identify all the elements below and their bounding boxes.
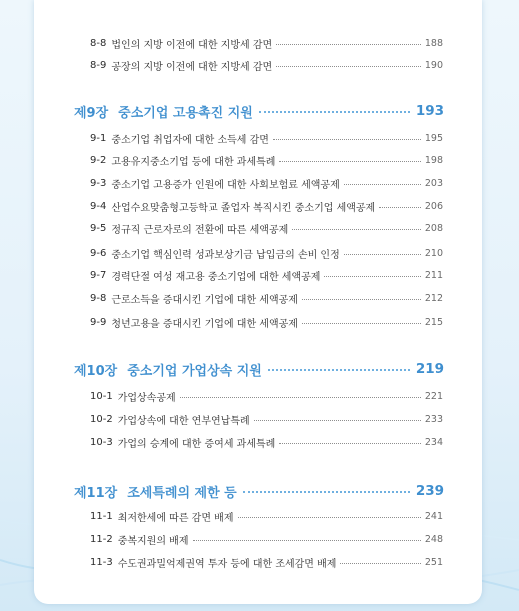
entry-page: 221 [424,390,443,402]
toc-entry[interactable] [90,131,443,145]
chapter-heading[interactable] [74,101,444,121]
entry-page: 248 [424,533,443,545]
dot-leader [243,491,410,493]
entry-number: 9-9 [90,316,107,328]
entry-number: 8-8 [90,37,107,49]
chapter-heading[interactable] [74,481,444,501]
dot-leader [344,184,421,185]
entry-number: 9-2 [90,154,107,166]
entry-number: 9-4 [90,200,107,212]
entry-title: 고용유지중소기업 등에 대한 과세특례 [111,156,276,168]
entry-title: 법인의 지방 이전에 대한 지방세 감면 [111,39,273,51]
entry-title: 중소기업 핵심인력 성과보상기금 납입금의 손비 인정 [111,249,340,261]
toc-entry[interactable] [90,532,443,546]
dot-leader [268,369,410,371]
entry-number: 10-1 [90,390,113,402]
entry-number: 11-3 [90,556,113,568]
entry-page: 233 [424,413,443,425]
toc-entry[interactable] [90,58,443,72]
entry-page: 195 [424,132,443,144]
entry-number: 9-5 [90,222,107,234]
toc-entry[interactable] [90,555,443,569]
toc-entry[interactable] [90,246,443,260]
entry-title: 근로소득을 증대시킨 기업에 대한 세액공제 [111,294,298,306]
toc-entry[interactable] [90,36,443,50]
dot-leader [302,323,421,324]
entry-page: 241 [424,510,443,522]
dot-leader [180,397,421,398]
entry-page: 215 [424,316,443,328]
entry-page: 208 [424,222,443,234]
toc-entry[interactable] [90,509,443,523]
entry-number: 8-9 [90,59,107,71]
chapter-title: 중소기업 가업상속 지원 [127,363,262,379]
chapter-number: 제9장 [74,105,109,121]
entry-number: 9-7 [90,269,107,281]
chapter-number: 제10장 [74,363,118,379]
dot-leader [292,229,421,230]
toc-entry[interactable] [90,315,443,329]
toc-entry[interactable] [90,176,443,190]
entry-page: 211 [424,269,443,281]
entry-title: 가업상속공제 [117,392,176,404]
dot-leader [279,161,420,162]
entry-page: 206 [424,200,443,212]
dot-leader [259,111,410,113]
entry-number: 9-6 [90,247,107,259]
dot-leader [279,443,421,444]
entry-title: 경력단절 여성 재고용 중소기업에 대한 세액공제 [111,271,321,283]
chapter-page: 193 [415,103,444,119]
dot-leader [238,517,421,518]
entry-title: 수도권과밀억제권역 투자 등에 대한 조세감면 배제 [117,558,337,570]
entry-page: 188 [424,37,443,49]
dot-leader [379,207,421,208]
entry-title: 중소기업 고용증가 인원에 대한 사회보험료 세액공제 [111,179,340,191]
dot-leader [273,139,421,140]
toc-entry[interactable] [90,435,443,449]
entry-title: 가업의 승계에 대한 증여세 과세특례 [117,438,276,450]
entry-number: 9-1 [90,132,107,144]
entry-number: 11-1 [90,510,113,522]
entry-page: 203 [424,177,443,189]
toc-entry[interactable] [90,221,443,235]
entry-number: 10-3 [90,436,113,448]
chapter-page: 219 [415,361,444,377]
chapter-title: 중소기업 고용촉진 지원 [118,105,253,121]
entry-title: 청년고용을 증대시킨 기업에 대한 세액공제 [111,318,298,330]
entry-page: 190 [424,59,443,71]
toc-entry[interactable] [90,199,443,213]
entry-title: 최저한세에 따른 감면 배제 [117,512,234,524]
dot-leader [276,66,421,67]
entry-title: 산업수요맞춤형고등학교 졸업자 복직시킨 중소기업 세액공제 [111,202,376,214]
toc-entry[interactable] [90,389,443,403]
chapter-title: 조세특례의 제한 등 [127,485,237,501]
dot-leader [340,563,420,564]
entry-page: 212 [424,292,443,304]
entry-page: 251 [424,556,443,568]
entry-number: 10-2 [90,413,113,425]
toc-entry[interactable] [90,412,443,426]
entry-page: 234 [424,436,443,448]
dot-leader [193,540,421,541]
entry-title: 공장의 지방 이전에 대한 지방세 감면 [111,61,273,73]
dot-leader [254,420,421,421]
chapter-heading[interactable] [74,359,444,379]
dot-leader [302,299,421,300]
toc-entry[interactable] [90,268,443,282]
toc-entry[interactable] [90,153,443,167]
dot-leader [344,254,421,255]
entry-number: 11-2 [90,533,113,545]
chapter-number: 제11장 [74,485,118,501]
entry-page: 210 [424,247,443,259]
entry-number: 9-8 [90,292,107,304]
entry-title: 가업상속에 대한 연부연납특례 [117,415,250,427]
entry-title: 정규직 근로자로의 전환에 따른 세액공제 [111,224,289,236]
dot-leader [276,44,421,45]
toc-entry[interactable] [90,291,443,305]
dot-leader [324,276,420,277]
entry-number: 9-3 [90,177,107,189]
entry-page: 198 [424,154,443,166]
entry-title: 중소기업 취업자에 대한 소득세 감면 [111,134,269,146]
chapter-page: 239 [415,483,444,499]
entry-title: 중복지원의 배제 [117,535,189,547]
